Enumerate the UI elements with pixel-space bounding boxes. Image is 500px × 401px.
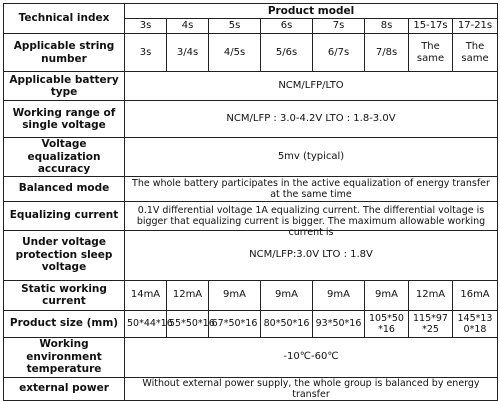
string-number-row xyxy=(4,34,498,72)
under-voltage-row xyxy=(4,230,498,280)
static-current-cell: 12mA xyxy=(409,280,453,310)
product-size-cell: 80*50*16 xyxy=(261,310,313,337)
under-voltage-label: Under voltage protection sleep voltage xyxy=(4,230,125,280)
static-current-row xyxy=(4,280,498,310)
external-power-row xyxy=(4,377,498,400)
under-voltage-value: NCM/LFP:3.0V LTO : 1.8V xyxy=(125,230,498,280)
string-number-label: Applicable string number xyxy=(4,34,125,72)
static-current-label: Static working current xyxy=(4,280,125,310)
string-number-cell: 6/7s xyxy=(313,34,365,72)
product-size-cell: 145*130*18 xyxy=(453,310,498,337)
equalizing-current-row xyxy=(4,201,498,230)
single-voltage-value: NCM/LFP : 3.0-4.2V LTO : 1.8-3.0V xyxy=(125,101,498,138)
balanced-mode-text: The whole battery participates in the active equalization of energy transfer at the same time xyxy=(132,177,490,200)
product-size-cell: 115*97*25 xyxy=(409,310,453,337)
external-power-label: external power xyxy=(4,377,125,400)
model-cell: 3s xyxy=(125,19,167,34)
string-number-cell: 3/4s xyxy=(167,34,209,72)
table-header-row xyxy=(4,4,498,19)
string-number-cell: The same xyxy=(409,34,453,72)
environment-temperature-value: -10℃-60℃ xyxy=(125,337,498,377)
balanced-mode-value xyxy=(125,176,498,201)
environment-temperature-row xyxy=(4,337,498,377)
static-current-cell: 9mA xyxy=(365,280,409,310)
environment-temperature-label: Working environment temperature xyxy=(4,337,125,377)
model-cell: 4s xyxy=(167,19,209,34)
equalizing-current-value xyxy=(125,201,498,238)
model-cell: 5s xyxy=(209,19,261,34)
string-number-cell: The same xyxy=(453,34,498,72)
string-number-cell: 4/5s xyxy=(209,34,261,72)
static-current-cell: 9mA xyxy=(261,280,313,310)
static-current-cell: 9mA xyxy=(209,280,261,310)
model-cell: 7s xyxy=(313,19,365,34)
model-cell: 15-17s xyxy=(409,19,453,34)
static-current-cell: 12mA xyxy=(167,280,209,310)
equalizing-current-label: Equalizing current xyxy=(4,201,125,230)
equalization-accuracy-value: 5mv (typical) xyxy=(125,138,498,177)
model-cell: 6s xyxy=(261,19,313,34)
technical-index-header: Technical index xyxy=(4,4,125,34)
product-size-cell: 105*50*16 xyxy=(365,310,409,337)
spec-table xyxy=(3,3,498,401)
battery-type-value: NCM/LFP/LTO xyxy=(125,72,498,101)
string-number-cell: 3s xyxy=(125,34,167,72)
model-cell: 17-21s xyxy=(453,19,498,34)
product-size-cell: 50*44*16 xyxy=(125,310,167,337)
model-cell: 8s xyxy=(365,19,409,34)
string-number-cell: 5/6s xyxy=(261,34,313,72)
equalization-accuracy-row xyxy=(4,138,498,177)
external-power-value: Without external power supply, the whole group is balanced by energy transfer xyxy=(125,377,498,400)
product-size-cell: 55*50*16 xyxy=(167,310,209,337)
single-voltage-row xyxy=(4,101,498,138)
single-voltage-label: Working range of single voltage xyxy=(4,101,125,138)
static-current-cell: 9mA xyxy=(313,280,365,310)
product-size-label: Product size (mm) xyxy=(4,310,125,337)
product-size-cell: 67*50*16 xyxy=(209,310,261,337)
string-number-cell: 7/8s xyxy=(365,34,409,72)
static-current-cell: 16mA xyxy=(453,280,498,310)
equalizing-current-text: 0.1V differential voltage 1A equalizing current. The differential voltage is bigger that equalizing current is bigger. The maximum allowable working current is xyxy=(136,204,486,238)
battery-type-label: Applicable battery type xyxy=(4,72,125,101)
product-size-row xyxy=(4,310,498,337)
battery-type-row xyxy=(4,72,498,101)
balanced-mode-row xyxy=(4,176,498,201)
product-model-header: Product model xyxy=(125,4,498,19)
balanced-mode-label: Balanced mode xyxy=(4,176,125,201)
static-current-cell: 14mA xyxy=(125,280,167,310)
product-size-cell: 93*50*16 xyxy=(313,310,365,337)
equalization-accuracy-label: Voltage equalization accuracy xyxy=(4,138,125,177)
